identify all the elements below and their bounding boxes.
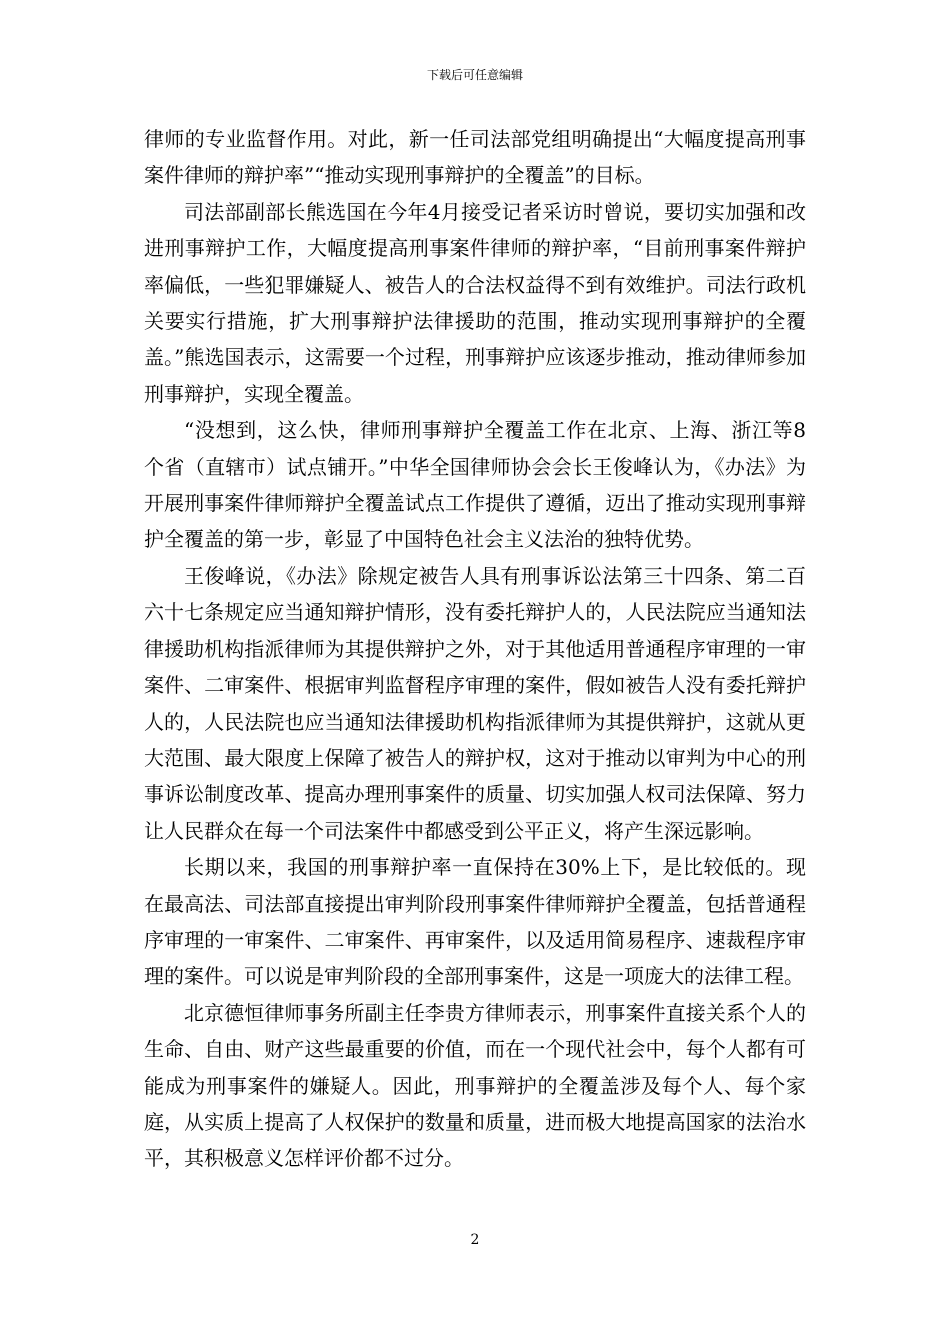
body-text bbox=[144, 121, 806, 1177]
paragraph-pilot-launch: “没想到，这么快，律师刑事辩护全覆盖工作在北京、上海、浙江等8个省（直辖市）试点铺开。”中华全国律师协会会长王俊峰认为，《办法》为开展刑事案件律师辩护全覆盖试点工作提供了遵循，迈出了推动实现刑事辩护全覆盖的第一步，彰显了中国特色社会主义法治的独特优势。 bbox=[144, 418, 806, 552]
paragraph-continued: 律师的专业监督作用。对此，新一任司法部党组明确提出“大幅度提高刑事案件律师的辩护率”“推动实现刑事辩护的全覆盖”的目标。 bbox=[144, 127, 806, 188]
paragraph-wang-junfeng: 王俊峰说，《办法》除规定被告人具有刑事诉讼法第三十四条、第二百六十七条规定应当通知辩护情形，没有委托辩护人的，人民法院应当通知法律援助机构指派律师为其提供辩护之外，对于其他适用普通程序审理的一审案件、二审案件、根据审判监督程序审理的案件，假如被告人没有委托辩护人的，人民法院也应当通知法律援助机构指派律师为其提供辩护，这就从更大范围、最大限度上保障了被告人的辩护权，这对于推动以审判为中心的刑事诉讼制度改革、提高办理刑事案件的质量、切实加强人权司法保障、努力让人民群众在每一个司法案件中都感受到公平正义，将产生深远影响。 bbox=[144, 563, 806, 843]
paragraph-li-guifang: 北京德恒律师事务所副主任李贵方律师表示，刑事案件直接关系个人的生命、自由、财产这些最重要的价值，而在一个现代社会中，每个人都有可能成为刑事案件的嫌疑人。因此，刑事辩护的全覆盖涉及每个人、每个家庭，从实质上提高了人权保护的数量和质量，进而极大地提高国家的法治水平，其积极意义怎样评价都不过分。 bbox=[144, 1000, 806, 1171]
paragraph-xiong-xuanguo: 司法部副部长熊选国在今年4月接受记者采访时曾说，要切实加强和改进刑事辩护工作，大幅度提高刑事案件律师的辩护率，“目前刑事案件辩护率偏低，一些犯罪嫌疑人、被告人的合法权益得不到有效维护。司法行政机关要实行措施，扩大刑事辩护法律援助的范围，推动实现刑事辩护的全覆盖。”熊选国表示，这需要一个过程，刑事辩护应该逐步推动，推动律师参加刑事辩护，实现全覆盖。 bbox=[144, 199, 806, 406]
paragraph-defense-rate: 长期以来，我国的刑事辩护率一直保持在30%上下，是比较低的。现在最高法、司法部直接提出审判阶段刑事案件律师辩护全覆盖，包括普通程序审理的一审案件、二审案件、再审案件，以及适用简易程序、速裁程序审理的案件。可以说是审判阶段的全部刑事案件，这是一项庞大的法律工程。 bbox=[144, 855, 806, 989]
page-header: 下载后可任意编辑 bbox=[426, 68, 523, 82]
page-number: 2 bbox=[470, 1232, 480, 1248]
